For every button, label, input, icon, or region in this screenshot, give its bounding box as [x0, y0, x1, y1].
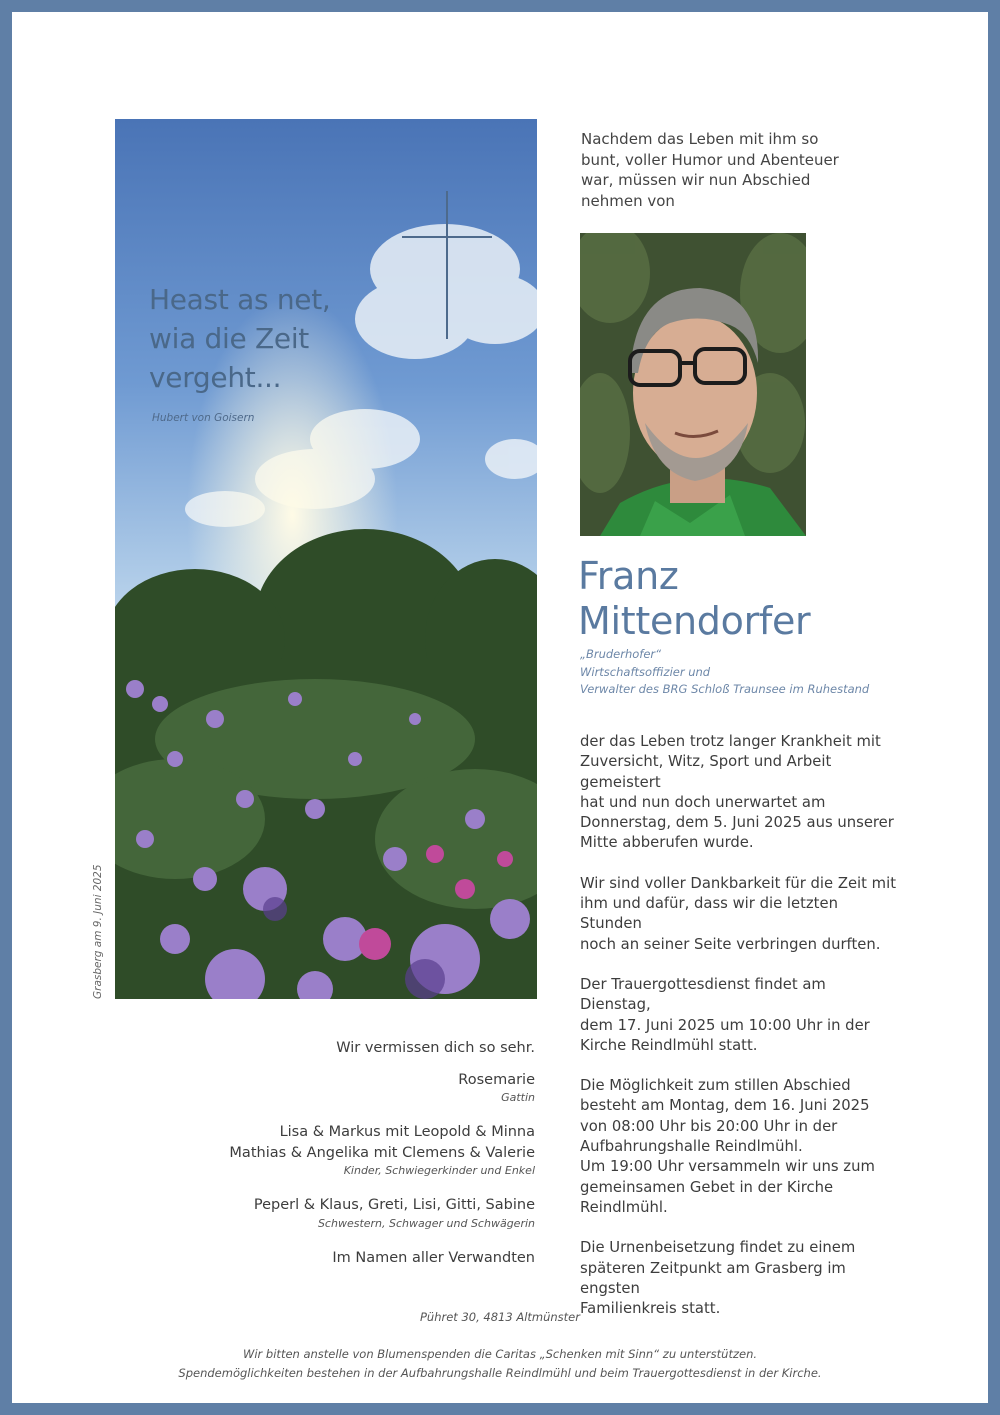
deceased-name	[578, 554, 810, 644]
intro-text: Nachdem das Leben mit ihm so bunt, voller Humor und Abenteuer war, müssen wir nun Abschied nehmen von	[581, 130, 839, 210]
paragraph: Die Urnenbeisetzung findet zu einem späteren Zeitpunkt am Grasberg im engsten Familienkreis statt.	[580, 1239, 856, 1318]
meadow-sky-photo	[115, 119, 537, 999]
paragraph: Der Trauergottesdienst findet am Dienstag, dem 17. Juni 2025 um 10:00 Uhr in der Kirche Reindlmühl statt.	[580, 975, 870, 1054]
quote-line: vergeht...	[149, 361, 282, 394]
obituary-page	[12, 12, 988, 1403]
last-name: Mittendorfer	[578, 599, 811, 643]
family-names: Mathias & Angelika mit Clemens & Valerie	[229, 1144, 535, 1161]
portrait-illustration	[580, 233, 806, 536]
address: Pühret 30, 4813 Altmünster	[419, 1310, 580, 1324]
meadow-illustration	[115, 119, 537, 999]
family-group	[172, 1070, 535, 1106]
photo-caption: Grasberg am 9. Juni 2025	[92, 864, 104, 999]
donation-line: Wir bitten anstelle von Blumenspenden die Caritas „Schenken mit Sinn“ zu unterstützen.	[242, 1347, 758, 1361]
paragraph: Wir sind voller Dankbarkeit für die Zeit mit ihm und dafür, dass wir die letzten Stunden noch an seiner Seite verbringen durften.	[580, 874, 897, 953]
first-name: Franz	[578, 554, 679, 598]
family-role: Gattin	[501, 1091, 535, 1104]
family-names: Rosemarie	[458, 1071, 535, 1088]
quote-author: Hubert von Goisern	[152, 412, 255, 424]
paragraph: der das Leben trotz langer Krankheit mit Zuversicht, Witz, Sport und Arbeit gemeistert hat und nun doch unerwartet am Donnerstag, dem 5. Juni 2025 aus unserer Mitte abberufen wurde.	[580, 733, 894, 852]
family-group	[172, 1195, 535, 1231]
body-text	[580, 732, 900, 1339]
family-names: Peperl & Klaus, Greti, Lisi, Gitti, Sabine	[253, 1197, 535, 1213]
nickname: „Bruderhofer“	[580, 647, 662, 661]
family-names: Lisa & Markus mit Leopold & Minna	[279, 1124, 535, 1140]
family-intro: Wir vermissen dich so sehr.	[336, 1040, 535, 1056]
family-block	[172, 1038, 535, 1268]
family-closing: Im Namen aller Verwandten	[332, 1249, 535, 1266]
paragraph: Die Möglichkeit zum stillen Abschied besteht am Montag, dem 16. Juni 2025 von 08:00 Uhr bis 20:00 Uhr in der Aufbahrungshalle Reindlmühl. Um 19:00 Uhr versammeln wir uns zum gemeinsamen Gebet in der Kirche Reindlmühl.	[580, 1077, 875, 1216]
quote-line: wia die Zeit	[149, 322, 309, 355]
quote-line: Heast as net,	[149, 283, 331, 316]
subtitle	[580, 646, 910, 699]
donation-note	[12, 1345, 988, 1383]
donation-line: Spendemöglichkeiten bestehen in der Aufbahrungshalle Reindlmühl und beim Trauergottesdienst in der Kirche.	[178, 1366, 822, 1380]
family-role: Kinder, Schwiegerkinder und Enkel	[343, 1164, 535, 1177]
portrait-photo	[580, 233, 806, 536]
family-group	[172, 1122, 535, 1178]
profession-line: Wirtschaftsoffizier und	[580, 664, 711, 679]
quote	[149, 280, 409, 397]
family-role: Schwestern, Schwager und Schwägerin	[317, 1216, 535, 1230]
profession-line: Verwalter des BRG Schloß Traunsee im Ruhestand	[580, 682, 870, 696]
